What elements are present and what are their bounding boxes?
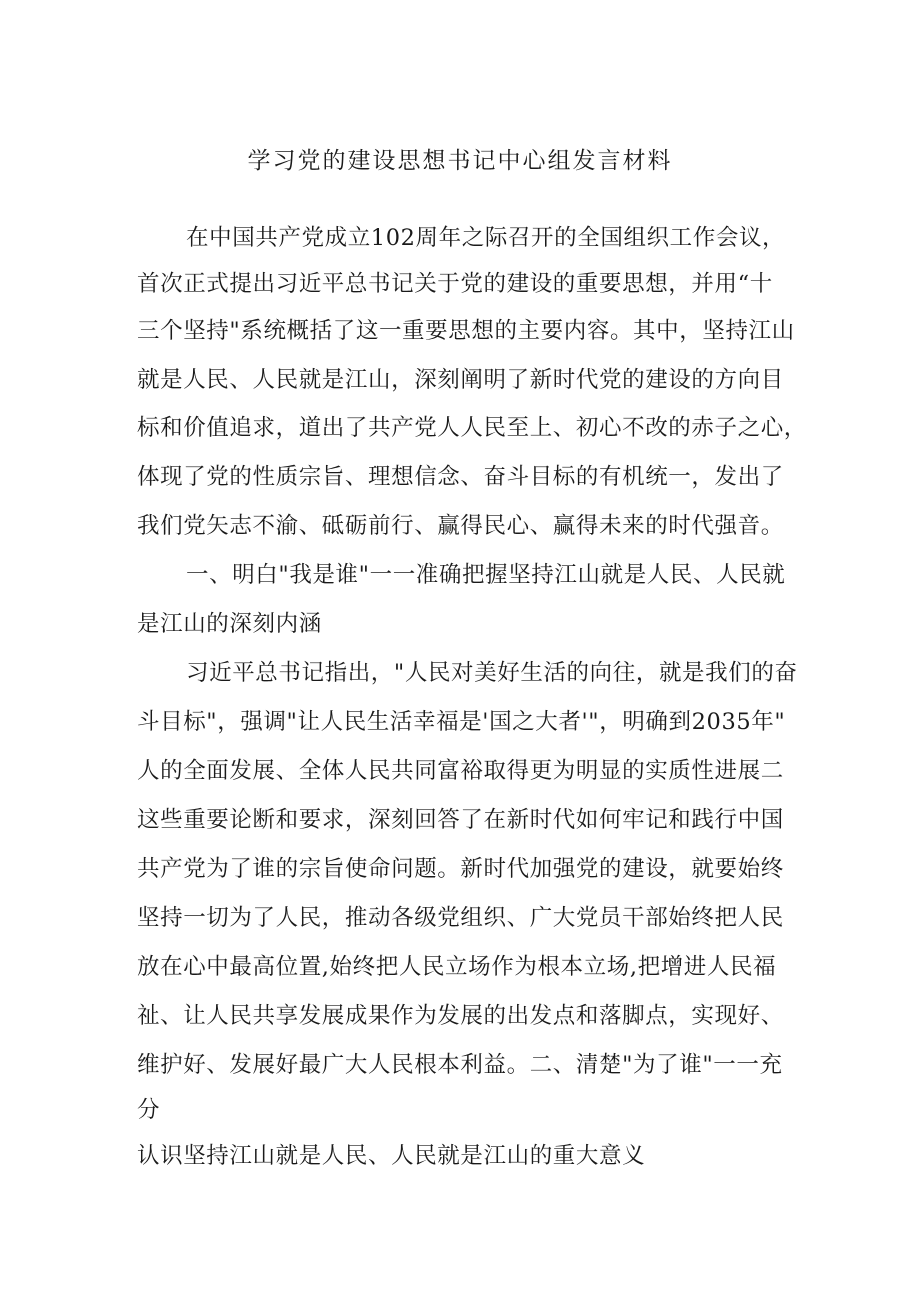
text-line: 习近平总书记指出，"人民对美好生活的向往，就是我们的奋 [186, 660, 798, 686]
text-line: 三个坚持"系统概括了这一重要思想的主要内容。其中，坚持江山 [137, 318, 795, 344]
text-line: 斗目标"，强调"让人民生活幸福是'国之大者'"，明确到2035年" [137, 709, 786, 735]
text-line: 标和价值追求，道出了共产党人人民至上、初心不改的赤子之心， [137, 415, 807, 441]
section-heading-line: 一、明白"我是谁"一一准确把握坚持江山就是人民、人民就 [186, 562, 786, 588]
document-title: 学习党的建设思想书记中心组发言材料 [247, 148, 673, 174]
text-line: 人的全面发展、全体人民共同富裕取得更为明显的实质性进展二 [137, 758, 784, 784]
text-line: 首次正式提出习近平总书记关于党的建设的重要思想，并用“十 [137, 271, 773, 297]
text-line: 祉、让人民共享发展成果作为发展的出发点和落脚点，实现好、 [137, 1003, 784, 1029]
text-line: 分 [137, 1097, 161, 1123]
text-line: 体现了党的性质宗旨、理想信念、奋斗目标的有机统一，发出了 [137, 464, 784, 490]
section-heading-line: 认识坚持江山就是人民、人民就是江山的重大意义 [137, 1143, 646, 1169]
section-heading-line: 是江山的深刻内涵 [137, 611, 322, 637]
text-line: 这些重要论断和要求，深刻回答了在新时代如何牢记和践行中国 [137, 807, 784, 833]
text-line: 我们党矢志不渝、砥砺前行、赢得民心、赢得未来的时代强音。 [137, 513, 784, 539]
text-line: 就是人民、人民就是江山，深刻阐明了新时代党的建设的方向目 [137, 367, 784, 393]
text-line: 维护好、发展好最广大人民根本利益。二、清楚"为了谁"一一充 [137, 1052, 783, 1078]
text-line: 放在心中最高位置,始终把人民立场作为根本立场,把增进人民福 [137, 954, 777, 980]
text-line: 共产党为了谁的宗旨使命问题。新时代加强党的建设，就要始终 [137, 856, 784, 882]
text-line: 坚持一切为了人民，推动各级党组织、广大党员干部始终把人民 [137, 905, 784, 931]
text-line: 在中国共产党成立102周年之际召开的全国组织工作会议， [186, 225, 786, 251]
